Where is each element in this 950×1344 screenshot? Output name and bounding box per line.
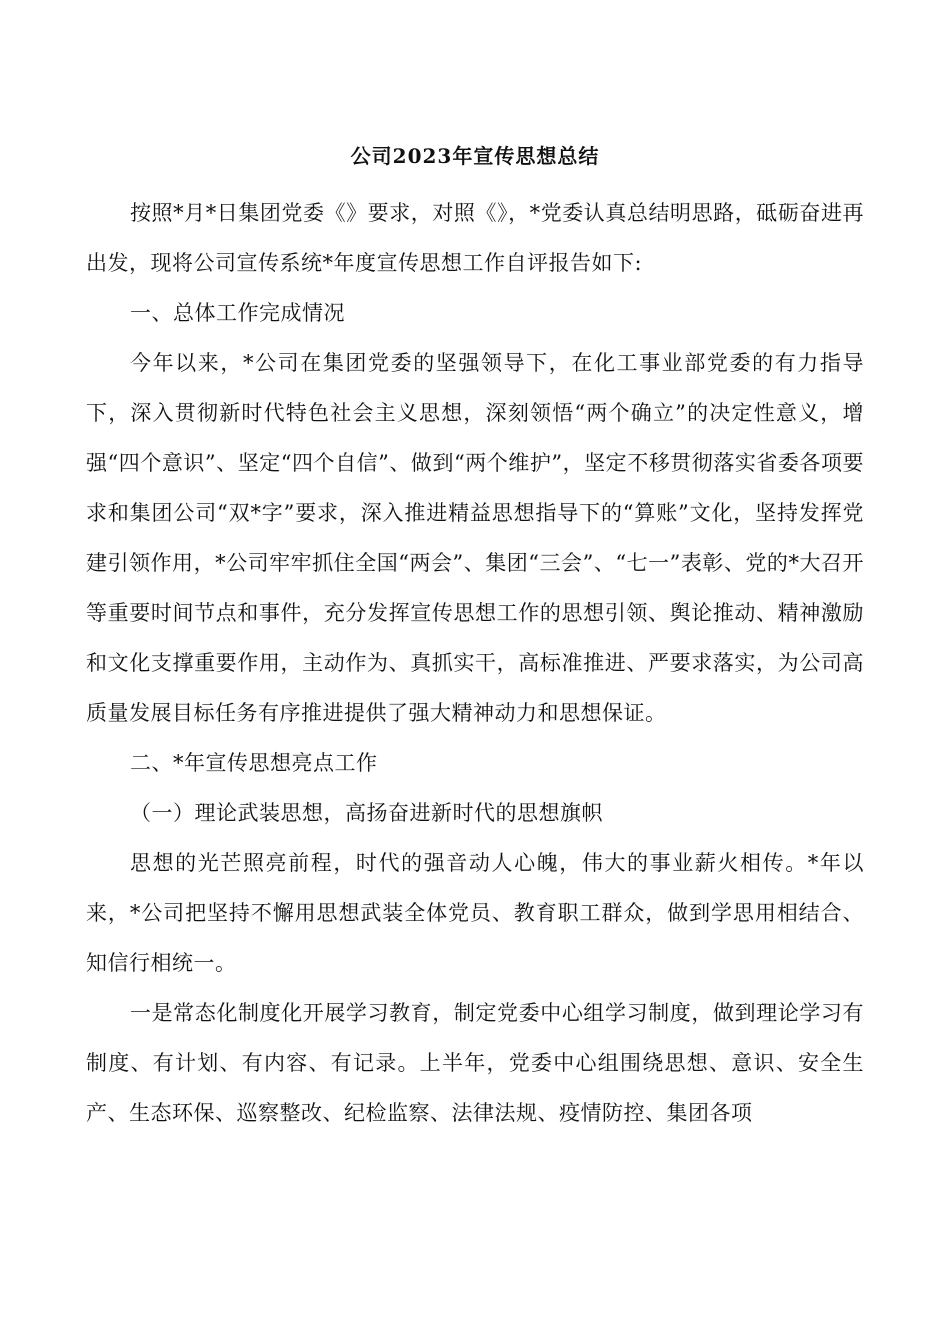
subsection-heading-1: （一）理论武装思想，高扬奋进新时代的思想旗帜 bbox=[130, 801, 603, 825]
paragraph-theory: 思想的光芒照亮前程，时代的强音动人心魄，伟大的事业薪火相传。*年以来，*公司把坚持不懈用思想武装全体党员、教育职工群众，做到学思用相结合、知信行相统一。 bbox=[86, 851, 864, 975]
section-heading-1: 一、总体工作完成情况 bbox=[130, 301, 345, 325]
paragraph-study-education: 一是常态化制度化开展学习教育，制定党委中心组学习制度，做到理论学习有制度、有计划、有内容、有记录。上半年，党委中心组围绕思想、意识、安全生产、生态环保、巡察整改、纪检监察、法律法规、疫情防控、集团各项 bbox=[86, 1001, 864, 1125]
paragraph-overview: 今年以来，*公司在集团党委的坚强领导下，在化工事业部党委的有力指导下，深入贯彻新时代特色社会主义思想，深刻领悟“两个确立”的决定性意义，增强“四个意识”、坚定“四个自信”、做到“两个维护”，坚定不移贯彻落实省委各项要求和集团公司“双*字”要求，深入推进精益思想指导下的“算账”文化，坚持发挥党建引领作用，*公司牢牢抓住全国“两会”、集团“三会”、“七一”表彰、党的*大召开等重要时间节点和事件，充分发挥宣传思想工作的思想引领、舆论推动、精神激励和文化支撑重要作用，主动作为、真抓实干，高标准推进、严要求落实，为公司高质量发展目标任务有序推进提供了强大精神动力和思想保证。 bbox=[86, 351, 864, 725]
document-title: 公司2023年宣传思想总结 bbox=[350, 144, 600, 168]
paragraph-intro: 按照*月*日集团党委《》要求，对照《》，*党委认真总结明思路，砥砺奋进再出发，现将公司宣传系统*年度宣传思想工作自评报告如下: bbox=[86, 201, 864, 275]
document-body bbox=[86, 188, 864, 1138]
section-heading-2: 二、*年宣传思想亮点工作 bbox=[130, 751, 378, 775]
